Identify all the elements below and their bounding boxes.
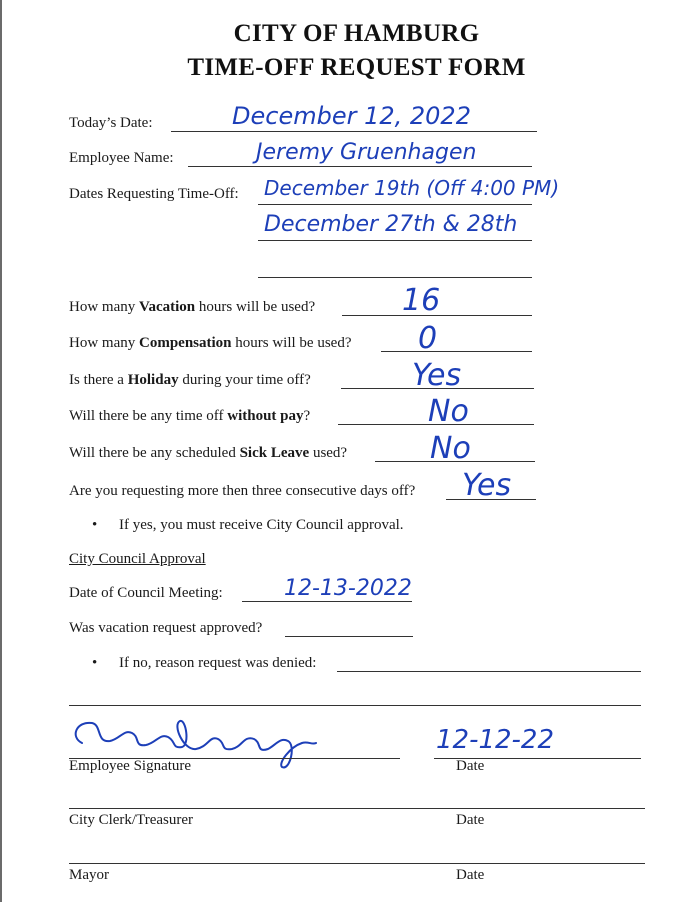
dates-requesting-line-2 <box>258 240 532 241</box>
holiday-question: Is there a Holiday during your time off? <box>69 372 311 388</box>
bullet-icon: • <box>92 655 98 671</box>
employee-date-value[interactable]: 12-12-22 <box>436 725 555 755</box>
vacation-question: How many Vacation hours will be used? <box>69 299 316 315</box>
dates-requesting-line-3 <box>258 277 532 278</box>
vacation-answer[interactable]: 16 <box>402 283 441 318</box>
dates-requesting-label: Dates Requesting Time-Off: <box>69 186 239 202</box>
employee-name-label: Employee Name: <box>69 150 174 166</box>
mayor-signature-label: Mayor <box>69 867 109 883</box>
vacation-approved-label: Was vacation request approved? <box>69 620 263 636</box>
without-pay-answer[interactable]: No <box>428 394 469 429</box>
council-approval-heading: City Council Approval <box>69 551 206 567</box>
clerk-signature-line <box>69 808 645 809</box>
clerk-date-label: Date <box>456 812 485 828</box>
council-meeting-label: Date of Council Meeting: <box>69 585 223 601</box>
todays-date-label: Today’s Date: <box>69 115 153 131</box>
holiday-answer[interactable]: Yes <box>412 358 462 393</box>
todays-date-line <box>171 131 537 132</box>
todays-date-value[interactable]: December 12, 2022 <box>232 102 471 130</box>
compensation-question: How many Compensation hours will be used? <box>69 335 352 351</box>
consecutive-days-answer[interactable]: Yes <box>462 468 512 503</box>
council-meeting-line <box>242 601 412 602</box>
employee-signature-label: Employee Signature <box>69 758 192 774</box>
bullet-icon: • <box>92 517 98 533</box>
dates-requesting-line-1 <box>258 204 532 205</box>
mayor-signature-line <box>69 863 645 864</box>
denied-reason-line-2 <box>69 705 641 706</box>
vacation-approved-line <box>285 636 413 637</box>
clerk-signature-label: City Clerk/Treasurer <box>69 812 194 828</box>
employee-date-label: Date <box>456 758 485 774</box>
sick-leave-answer[interactable]: No <box>430 431 471 466</box>
consecutive-days-question: Are you requesting more then three consecutive days off? <box>69 483 416 499</box>
employee-name-value[interactable]: Jeremy Gruenhagen <box>256 140 477 165</box>
council-approval-note: If yes, you must receive City Council approval. <box>119 517 404 533</box>
dates-requesting-value-1[interactable]: December 19th (Off 4:00 PM) <box>264 176 560 200</box>
dates-requesting-value-2[interactable]: December 27th & 28th <box>264 212 518 237</box>
sick-leave-question: Will there be any scheduled Sick Leave used? <box>69 445 348 461</box>
compensation-answer[interactable]: 0 <box>418 321 438 356</box>
council-meeting-value[interactable]: 12-13-2022 <box>284 576 412 601</box>
denied-reason-line-1 <box>337 671 641 672</box>
without-pay-question: Will there be any time off without pay? <box>69 408 311 424</box>
denied-reason-label: If no, reason request was denied: <box>119 655 317 671</box>
compensation-answer-line <box>381 351 532 352</box>
form-title-line2: TIME-OFF REQUEST FORM <box>187 54 526 81</box>
page-edge <box>0 0 2 902</box>
employee-name-line <box>188 166 532 167</box>
form-title-line1: CITY OF HAMBURG <box>233 20 480 47</box>
mayor-date-label: Date <box>456 867 485 883</box>
